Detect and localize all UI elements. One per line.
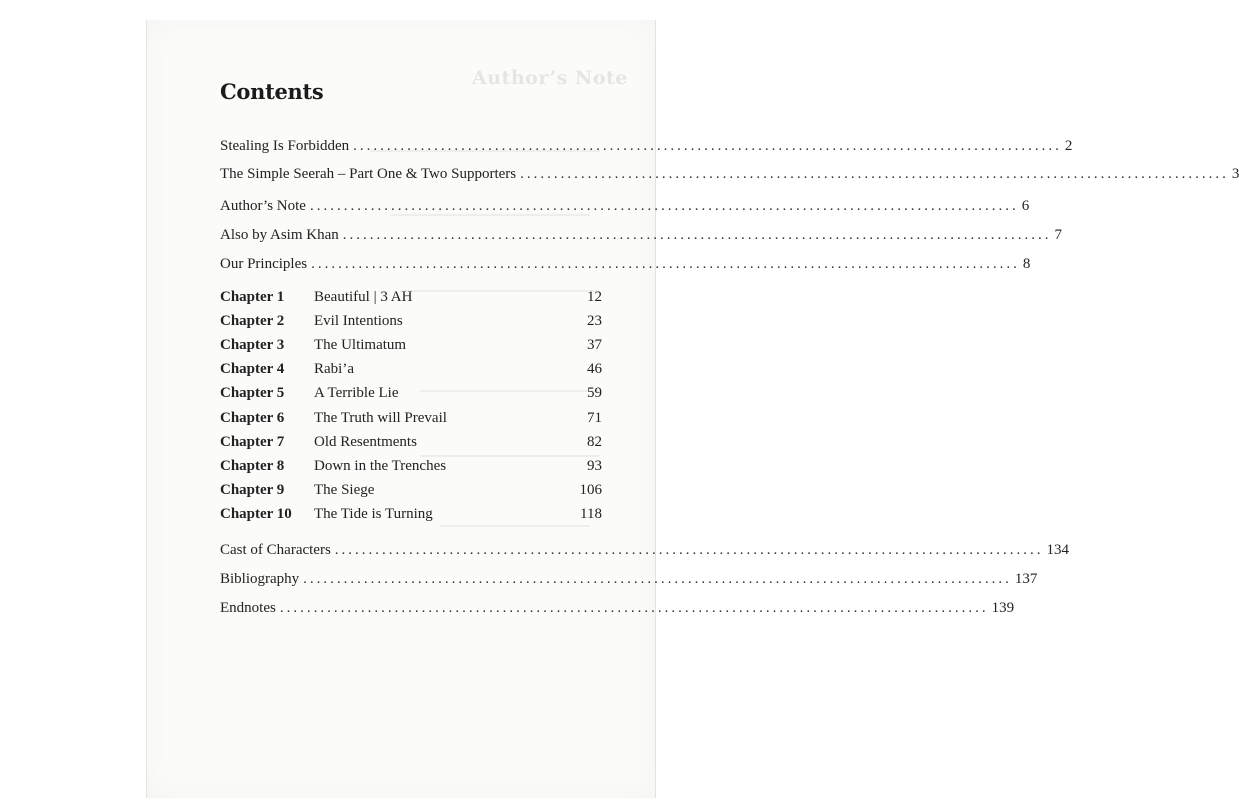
chapter-page: 12 [587,289,602,305]
bleed-through-line [400,290,600,292]
toc-entry-page: 8 [1022,256,1031,272]
chapter-title: Down in the Trenches [314,458,447,474]
chapter-page: 23 [587,313,602,329]
toc-entry [220,600,1015,617]
toc-entry [220,542,1070,559]
chapter-number: Chapter 4 [220,361,285,377]
bleed-through-line [420,390,600,392]
chapter-number: Chapter 1 [220,289,285,305]
chapter-number: Chapter 2 [220,313,285,329]
dot-leader: ......................................................................................................... [279,600,989,616]
toc-entry-title: Also by Asim Khan [220,227,339,243]
chapter-title: Old Resentments [314,434,417,450]
chapter-title: The Tide is Turning [314,506,433,522]
toc-entry-page: 2 [1064,138,1073,154]
dot-leader: ......................................................................................................... [520,166,1229,182]
toc-entry-title: Our Principles [220,256,308,272]
chapter-page: 82 [587,434,602,450]
toc-entry-page: 6 [1021,198,1030,214]
bleed-through-line [420,455,600,457]
book-page [146,20,656,798]
chapter-page: 37 [587,337,602,353]
chapter-page: 46 [587,361,602,377]
toc-entry-page: 3 [1231,166,1239,182]
chapter-number: Chapter 5 [220,385,285,401]
toc-entry [220,138,1073,155]
bleed-through-heading: Author’s Note [472,67,628,89]
chapter-title: The Siege [314,482,375,498]
page-title: Contents [220,79,324,104]
toc-entry-page: 7 [1054,227,1063,243]
chapter-title: A Terrible Lie [314,385,399,401]
toc-entry [220,571,1038,588]
chapter-title: Beautiful | 3 AH [314,289,413,305]
chapter-number: Chapter 3 [220,337,285,353]
dot-leader: ......................................................................................................... [334,542,1044,558]
toc-entry-page: 134 [1046,542,1070,558]
dot-leader: ......................................................................................................... [342,227,1052,243]
toc-entry [220,256,1031,273]
toc-entry-title: Bibliography [220,571,300,587]
toc-entry-page: 139 [991,600,1015,616]
toc-entry-title: Endnotes [220,600,276,616]
chapter-title: Rabi’a [314,361,354,377]
toc-entry-title: Stealing Is Forbidden [220,138,350,154]
dot-leader: ......................................................................................................... [309,198,1019,214]
chapter-number: Chapter 6 [220,410,285,426]
chapter-page: 71 [587,410,602,426]
toc-entry-title: The Simple Seerah – Part One & Two Supporters [220,166,517,182]
toc-entry-page: 137 [1014,571,1038,587]
dot-leader: ......................................................................................................... [311,256,1020,272]
chapter-title: The Truth will Prevail [314,410,447,426]
chapter-number: Chapter 9 [220,482,285,498]
chapter-title: The Ultimatum [314,337,407,353]
chapter-page: 93 [587,458,602,474]
toc-entry-title: Author’s Note [220,198,306,214]
bleed-through-line [440,525,590,527]
toc-entry [220,227,1063,244]
chapter-page: 59 [587,385,602,401]
toc-entry [220,166,1239,183]
toc-entry [220,198,1030,215]
chapter-number: Chapter 8 [220,458,285,474]
chapter-number: Chapter 7 [220,434,285,450]
dot-leader: ......................................................................................................... [303,571,1012,587]
chapter-title: Evil Intentions [314,313,403,329]
dot-leader: ......................................................................................................... [353,138,1062,154]
chapter-number: Chapter 10 [220,506,292,522]
toc-entry-title: Cast of Characters [220,542,331,558]
chapter-page: 118 [580,506,602,522]
chapter-page: 106 [579,482,602,498]
